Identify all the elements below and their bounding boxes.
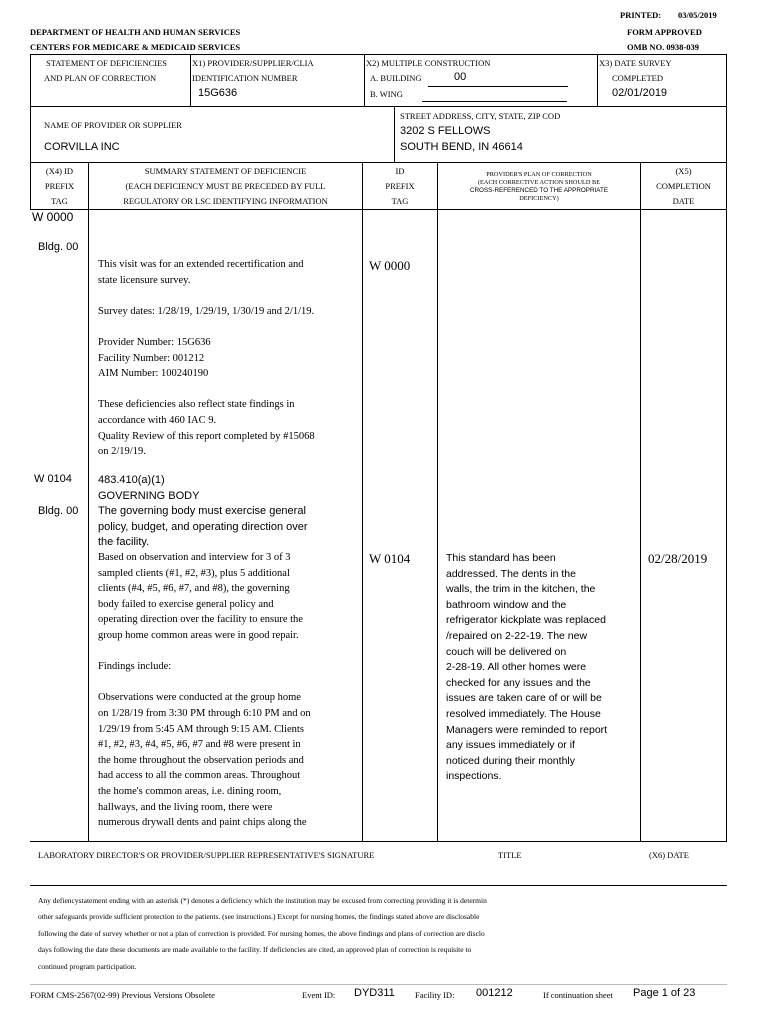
- summary-sublabel-1: (EACH DEFICIENCY MUST BE PRECEDED BY FULL: [125, 181, 326, 191]
- x3-label: X3) DATE SURVEY: [599, 58, 672, 68]
- x6-date-label: (X6) DATE: [649, 850, 689, 860]
- regulation-heading: 483.410(a)(1) GOVERNING BODY The governing body must exercise general policy, budget, and operating direction over the facility.: [98, 474, 308, 549]
- title-label: TITLE: [498, 850, 522, 860]
- plan-of-correction-text: This standard has been addressed. The dents in the walls, the trim in the kitchen, the bathroom window and the refrigerator kickplate was replaced /repaired on 2-22-19. The new couch will be delivered on 2-28-19. All other homes were checked for any issues and the issues are taken care of or will be resolved immediately. The House Managers were reminded to report any issues immediately or if noticed during their monthly inspections.: [446, 552, 608, 783]
- plan-label-1: PROVIDER'S PLAN OF CORRECTION: [486, 171, 592, 178]
- id-tag: TAG: [391, 196, 409, 206]
- building-value: 00: [454, 71, 467, 83]
- x5-label: (X5): [675, 166, 692, 176]
- x4-tag: TAG: [51, 196, 68, 206]
- event-id-label: Event ID:: [302, 990, 336, 1000]
- department-title: DEPARTMENT OF HEALTH AND HUMAN SERVICES: [30, 27, 241, 37]
- summary-text: Based on observation and interview for 3 of 3 sampled clients (#1, #2, #3), plus 5 additional clients (#4, #5, #6, #7, and #8), the governing body failed to exercise general policy and operating direction over the facility to ensure the group home common areas were in good repair. Findings include: Observations were conducted at the group home on 1/28/19 from 3:30 PM through 6:10 PM and on 1/29/19 from 5:45 AM through 9:15 AM. Clients #1, #2, #3, #4, #5, #6, #7 and #8 were present in the home throughout the observation periods and had access to all the common areas. Throughout the home's common areas, i.e. dining room, hallways, and the living room, there were numerous drywall dents and paint chips along the: [98, 552, 311, 829]
- address-label: STREET ADDRESS, CITY, STATE, ZIP COD: [400, 111, 561, 121]
- survey-date-value: 02/01/2019: [612, 87, 668, 99]
- continuation-label: If continuation sheet: [543, 990, 613, 1000]
- printed-label: PRINTED:: [620, 10, 662, 20]
- wing-label: B. WING: [370, 89, 403, 99]
- plan-label-2: (EACH CORRECTIVE ACTION SHOULD BE: [477, 179, 601, 186]
- id-tag-value: W 0000: [369, 258, 411, 273]
- address-city: SOUTH BEND, IN 46614: [400, 141, 523, 153]
- summary-text: This visit was for an extended recertification and state licensure survey. Survey dates: 1/28/19, 1/29/19, 1/30/19 and 2/1/19. Provider Number: 15G636 Facility Number: 001212 AIM Number: 100240190 These deficiencies also reflect state findings in accordance with 460 IAC 9. Quality Review of this report completed by #15068 on 2/19/19.: [98, 259, 315, 458]
- omb-number: OMB NO. 0938-039: [627, 42, 700, 52]
- summary-sublabel-2: REGULATORY OR LSC IDENTIFYING INFORMATION: [123, 196, 328, 206]
- address-street: 3202 S FELLOWS: [400, 125, 491, 137]
- building-tag: Bldg. 00: [38, 505, 79, 517]
- form-number: FORM CMS-2567(02-99) Previous Versions Obsolete: [30, 990, 215, 1000]
- x5-date: DATE: [672, 196, 695, 206]
- plan-label-3: CROSS-REFERENCED TO THE APPROPRIATE: [469, 187, 609, 194]
- plan-label-4: DEFICIENCY): [519, 195, 559, 202]
- id-label: ID: [395, 166, 405, 176]
- completion-date-value: 02/28/2019: [648, 551, 708, 566]
- facility-id-value: 001212: [476, 987, 513, 999]
- provider-name-value: CORVILLA INC: [44, 141, 120, 153]
- x1-sublabel: IDENTIFICATION NUMBER: [192, 73, 298, 83]
- building-tag: Bldg. 00: [38, 241, 79, 253]
- x4-tag-value: W 0000: [32, 210, 74, 224]
- provider-id-value: 15G636: [198, 87, 238, 99]
- id-tag-value: W 0104: [369, 551, 411, 566]
- printed-date: 03/05/2019: [678, 10, 717, 20]
- provider-name-label: NAME OF PROVIDER OR SUPPLIER: [44, 120, 182, 130]
- summary-label: SUMMARY STATEMENT OF DEFICIENCIE: [144, 166, 307, 176]
- statement-label: STATEMENT OF DEFICIENCIES: [46, 58, 168, 68]
- signature-label: LABORATORY DIRECTOR'S OR PROVIDER/SUPPLIER REPRESENTATIVE'S SIGNATURE: [38, 850, 375, 860]
- facility-id-label: Facility ID:: [415, 990, 455, 1000]
- disclaimer-text: Any defiencystatement ending with an asterisk (*) denotes a deficiency which the institution may be excused from correcting providing it is determin other safeguards provide sufficient protection to the patients. (see instructions.) Except for nursing homes, the findings stated above are disclosable following the date of survey whether or not a plan of correction is provided. For nursing homes, the above findings and plans of correction are disclo days following the date these documents are made available to the facility. If deficiencies are cited, an approved plan of correction is requisite to continued program participation.: [38, 896, 487, 971]
- form-approved-label: FORM APPROVED: [627, 27, 702, 37]
- page-number: Page 1 of 23: [633, 987, 696, 999]
- x4-prefix: PREFIX: [44, 181, 75, 191]
- event-id-value: DYD311: [354, 987, 395, 999]
- x4-label: (X4) ID: [45, 166, 74, 176]
- agency-title: CENTERS FOR MEDICARE & MEDICAID SERVICES: [30, 42, 241, 52]
- x1-label: X1) PROVIDER/SUPPLIER/CLIA: [192, 58, 314, 68]
- x3-sublabel: COMPLETED: [612, 73, 663, 83]
- building-label: A. BUILDING: [370, 73, 422, 83]
- x5-completion: COMPLETION: [656, 181, 711, 191]
- plan-label: AND PLAN OF CORRECTION: [44, 73, 157, 83]
- x4-tag-value: W 0104: [34, 473, 72, 485]
- id-prefix: PREFIX: [385, 181, 415, 191]
- x2-label: X2) MULTIPLE CONSTRUCTION: [366, 58, 491, 68]
